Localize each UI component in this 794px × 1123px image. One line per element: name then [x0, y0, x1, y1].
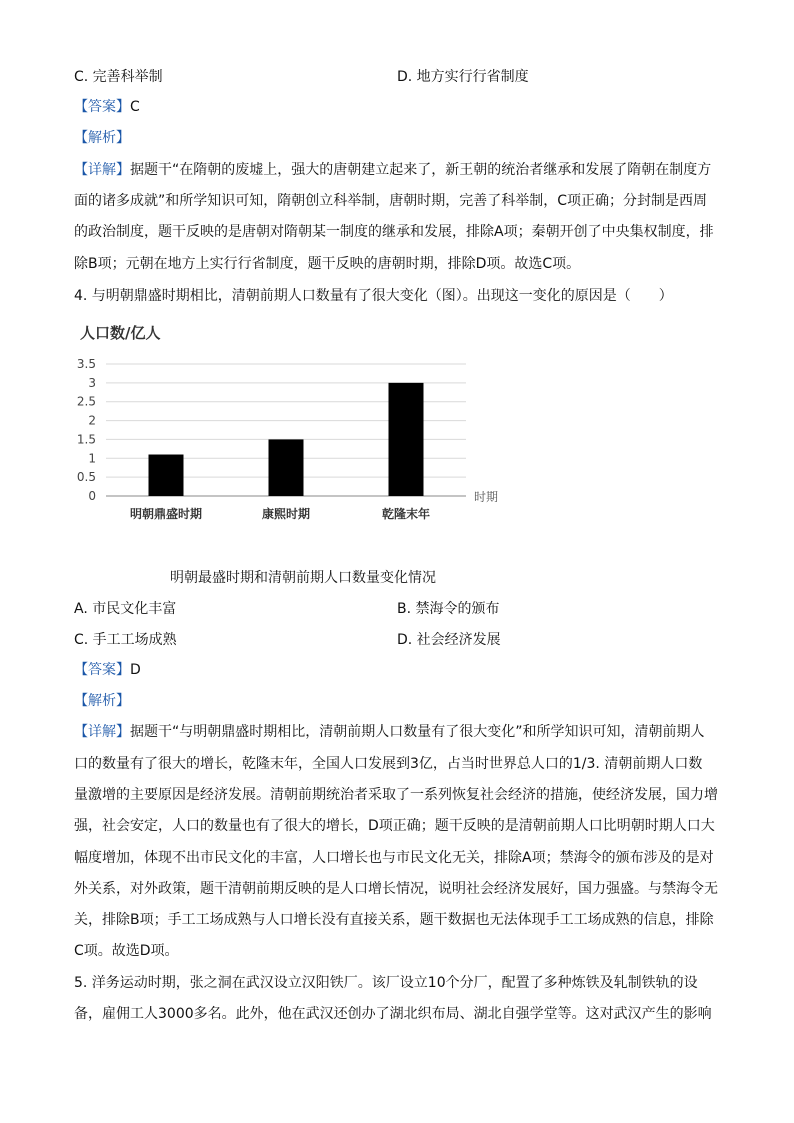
- answer-tag: 【答案】: [74, 662, 130, 678]
- bar: [269, 439, 304, 496]
- y-tick-label: 1: [88, 451, 96, 466]
- bar: [149, 455, 184, 496]
- y-tick-label: 2: [88, 413, 96, 428]
- y-tick-label: 0: [88, 489, 96, 503]
- detail-text: 据题干“在隋朝的废墟上，强大的唐朝建立起来了，新王朝的统治者继承和发展了隋朝在制度方: [130, 162, 712, 178]
- q4-detail-line: 幅度增加，体现不出市民文化的丰富，人口增长也与市民文化无关，排除A项；禁海令的颁布涉及的是对: [74, 850, 714, 866]
- answer-value: C: [130, 99, 140, 115]
- q4-detail-line: [74, 722, 705, 742]
- q3-detail-line: 除B项；元朝在地方上实行行省制度，题干反映的唐朝时期，排除D项。故选C项。: [74, 256, 581, 272]
- answer-value: D: [130, 662, 141, 678]
- detail-text: 据题干“与明朝鼎盛时期相比，清朝前期人口数量有了很大变化”和所学知识可知，清朝前期人: [130, 724, 705, 740]
- y-axis-label: 人口数/亿人: [80, 324, 161, 342]
- q4-detail-line: 强，社会安定，人口的数量也有了很大的增长，D项正确；题干反映的是清朝前期人口比明朝时期人口大: [74, 818, 715, 834]
- q4-detail-line: 量激增的主要原因是经济发展。清朝前期统治者采取了一系列恢复社会经济的措施，使经济发展，国力增: [74, 787, 718, 803]
- chart-caption: 明朝最盛时期和清朝前期人口数量变化情况: [170, 570, 436, 586]
- q5-stem-line: 备，雇佣工人3000多名。此外，他在武汉还创办了湖北织布局、湖北自强学堂等。这对武汉产生的影响: [74, 1006, 712, 1022]
- detail-tag: 【详解】: [74, 162, 130, 178]
- population-bar-chart: [74, 316, 499, 586]
- bar: [389, 383, 424, 496]
- detail-tag: 【详解】: [74, 724, 130, 740]
- q4-option-b: B. 禁海令的颁布: [397, 601, 500, 617]
- q3-detail-line: 面的诸多成就”和所学知识可知，隋朝创立科举制，唐朝时期，完善了科举制，C项正确；分封制是西周: [74, 193, 708, 209]
- y-tick-label: 2.5: [76, 394, 96, 409]
- q4-option-c: C. 手工工场成熟: [74, 632, 177, 648]
- q3-analysis-tag: 【解析】: [74, 130, 130, 146]
- q3-option-c: C. 完善科举制: [74, 69, 163, 85]
- answer-tag: 【答案】: [74, 99, 130, 115]
- q4-detail-line: 口的数量有了很大的增长，乾隆末年，全国人口发展到3亿，占当时世界总人口的1/3. 清朝前期人口数: [74, 756, 703, 772]
- y-tick-label: 0.5: [76, 470, 96, 485]
- y-tick-label: 3: [88, 375, 96, 390]
- x-tick-label: 明朝鼎盛时期: [129, 507, 203, 521]
- q4-answer: [74, 660, 141, 680]
- q4-detail-line: 关，排除B项；手工工场成熟与人口增长没有直接关系，题干数据也无法体现手工工场成熟的信息，排除: [74, 912, 714, 928]
- q4-analysis-tag: 【解析】: [74, 693, 130, 709]
- q3-option-d: D. 地方实行行省制度: [397, 69, 529, 85]
- q4-option-a: A. 市民文化丰富: [74, 601, 177, 617]
- population-chart: [74, 316, 499, 586]
- x-tick-label: 康熙时期: [261, 507, 311, 521]
- q4-detail-line: C项。故选D项。: [74, 943, 179, 959]
- q5-stem-line: 5. 洋务运动时期，张之洞在武汉设立汉阳铁厂。该厂设立10个分厂，配置了多种炼铁及轧制铁轨的设: [74, 975, 698, 991]
- q3-detail-line: 的政治制度，题干反映的是唐朝对隋朝某一制度的继承和发展，排除A项；秦朝开创了中央集权制度，排: [74, 224, 714, 240]
- q3-detail-line: [74, 160, 711, 180]
- y-tick-label: 1.5: [76, 432, 96, 447]
- y-tick-label: 3.5: [76, 357, 96, 371]
- q4-option-d: D. 社会经济发展: [397, 632, 501, 648]
- q3-answer: [74, 97, 140, 117]
- q4-stem: 4. 与明朝鼎盛时期相比，清朝前期人口数量有了很大变化（图）。出现这一变化的原因是（ ）: [74, 288, 673, 304]
- q4-detail-line: 外关系，对外政策，题干清朝前期反映的是人口增长情况，说明社会经济发展好，国力强盛。与禁海令无: [74, 881, 718, 897]
- x-tick-label: 乾隆末年: [381, 507, 431, 521]
- x-axis-label: 时期: [474, 490, 499, 504]
